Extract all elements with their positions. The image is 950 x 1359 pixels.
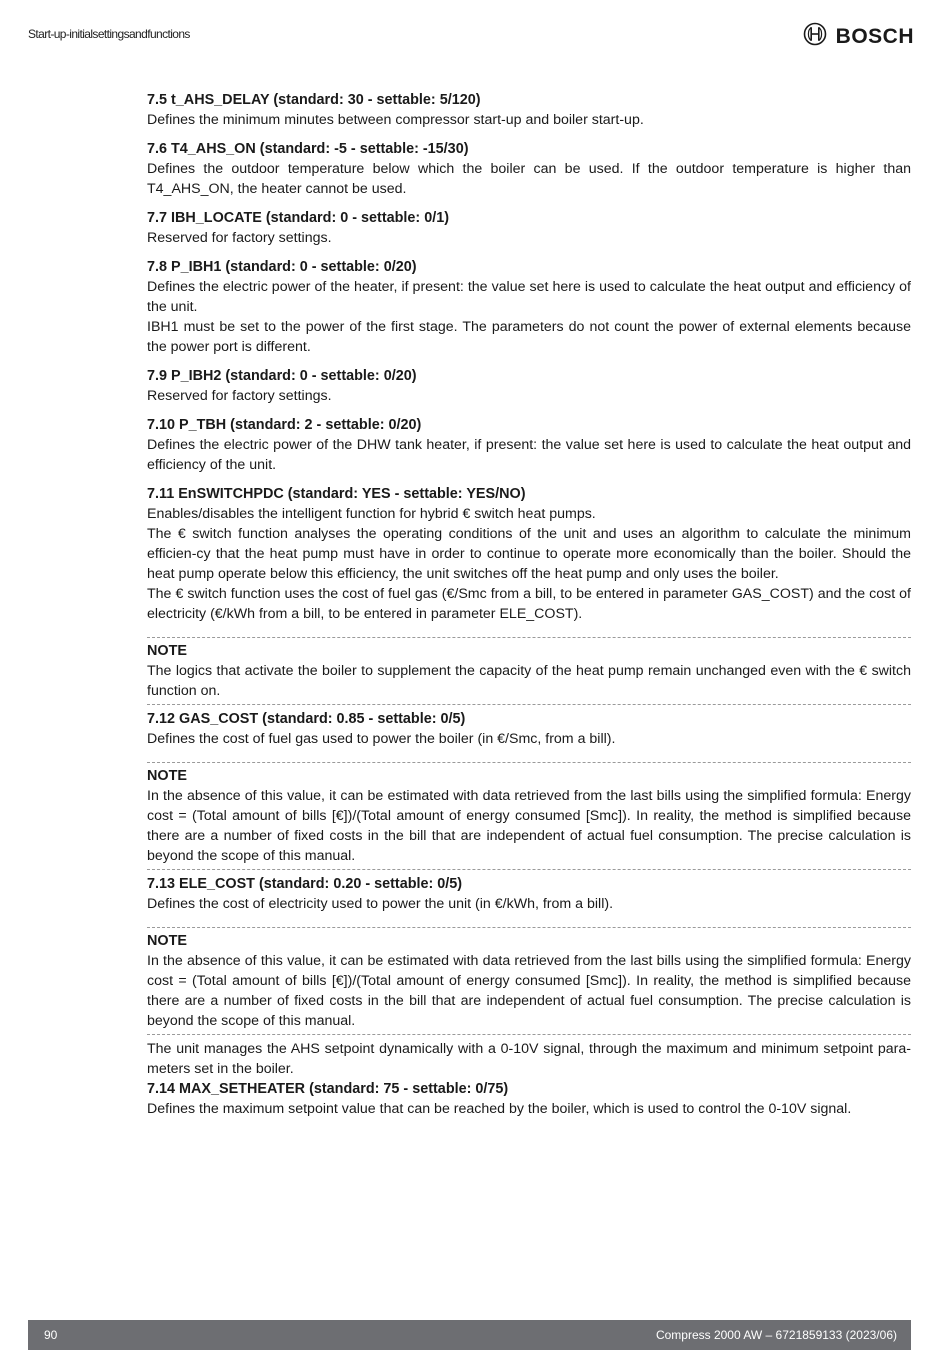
note-title: NOTE bbox=[147, 933, 187, 949]
main-content bbox=[147, 90, 911, 1128]
section-ibh-locate bbox=[147, 208, 911, 248]
section-p-ibh2 bbox=[147, 366, 911, 406]
section-heading: 7.8 P_IBH1 (standard: 0 - settable: 0/20) bbox=[147, 259, 417, 275]
brand-name: BOSCH bbox=[835, 24, 914, 48]
section-max-setheater bbox=[147, 1079, 911, 1119]
section-text: Defines the electric power of the DHW tank heater, if present: the value set here is used to calculate the heat output and efficiency of the unit. bbox=[147, 437, 911, 473]
note-text: The logics that activate the boiler to supplement the capacity of the heat pump remain unchanged even with the € switch function on. bbox=[147, 663, 911, 699]
section-text: Reserved for factory settings. bbox=[147, 388, 332, 404]
section-t4-ahs-on bbox=[147, 139, 911, 199]
section-ele-cost bbox=[147, 874, 911, 914]
section-heading: 7.9 P_IBH2 (standard: 0 - settable: 0/20) bbox=[147, 368, 417, 384]
section-t-ahs-delay bbox=[147, 90, 911, 130]
note-box bbox=[147, 637, 911, 705]
ahs-setpoint-text: The unit manages the AHS setpoint dynamically with a 0-10V signal, through the maximum and minimum setpoint para-meters set in the boiler. bbox=[147, 1041, 911, 1077]
section-text: Reserved for factory settings. bbox=[147, 230, 332, 246]
note-text: In the absence of this value, it can be estimated with data retrieved from the last bills using the simplified formula: Energy cost = (Total amount of bills [€])/(Total amount of energy consumed [Smc]). In reality, the method is simplified because there are a number of fixed costs in the bill that are independent of actual fuel consumption. The precise calculation is beyond the scope of this manual. bbox=[147, 788, 911, 864]
section-heading: 7.14 MAX_SETHEATER (standard: 75 - settable: 0/75) bbox=[147, 1081, 509, 1097]
section-gas-cost bbox=[147, 709, 911, 749]
page-footer bbox=[28, 1320, 911, 1350]
note-box bbox=[147, 762, 911, 870]
section-heading: 7.13 ELE_COST (standard: 0.20 - settable: 0/5) bbox=[147, 876, 463, 892]
note-box bbox=[147, 927, 911, 1035]
section-heading: 7.10 P_TBH (standard: 2 - settable: 0/20) bbox=[147, 417, 422, 433]
section-text: Defines the cost of fuel gas used to power the boiler (in €/Smc, from a bill). bbox=[147, 731, 616, 747]
section-p-ibh1 bbox=[147, 257, 911, 357]
note-title: NOTE bbox=[147, 643, 187, 659]
section-heading: 7.5 t_AHS_DELAY (standard: 30 - settable: 5/120) bbox=[147, 92, 481, 108]
section-text: IBH1 must be set to the power of the first stage. The parameters do not count the power of external elements because the power port is different. bbox=[147, 319, 911, 355]
section-text: The € switch function analyses the operating conditions of the unit and uses an algorithm to calculate the minimum efficien-cy that the heat pump must have in order to continue to operate more economically than the boiler. Should the heat pump operate below this efficiency, the unit switches off the heat pump and only uses the boiler. bbox=[147, 526, 911, 582]
section-heading: 7.11 EnSWITCHPDC (standard: YES - settable: YES/NO) bbox=[147, 486, 526, 502]
document-info: Compress 2000 AW – 6721859133 (2023/06) bbox=[655, 1328, 897, 1342]
section-text: Enables/disables the intelligent function for hybrid € switch heat pumps. bbox=[147, 506, 596, 522]
note-title: NOTE bbox=[147, 768, 187, 784]
section-heading: 7.6 T4_AHS_ON (standard: -5 - settable: -15/30) bbox=[147, 141, 469, 157]
running-header: Start-up-initialsettingsandfunctions bbox=[28, 27, 190, 41]
brand-logo bbox=[803, 22, 914, 51]
section-text: The € switch function uses the cost of fuel gas (€/Smc from a bill, to be entered in parameter GAS_COST) and the cost of electricity (€/kWh from a bill, to be entered in parameter ELE_COST). bbox=[147, 586, 911, 622]
section-text: Defines the electric power of the heater, if present: the value set here is used to calculate the heat output and efficiency of the unit. bbox=[147, 279, 911, 315]
section-p-tbh bbox=[147, 415, 911, 475]
page-number: 90 bbox=[44, 1328, 58, 1342]
bosch-armature-icon bbox=[803, 22, 827, 51]
section-text: Defines the minimum minutes between compressor start-up and boiler start-up. bbox=[147, 112, 644, 128]
note-text: In the absence of this value, it can be estimated with data retrieved from the last bills using the simplified formula: Energy cost = (Total amount of bills [€])/(Total amount of energy consumed [Smc]). In reality, the method is simplified because there are a number of fixed costs in the bill that are independent of actual fuel consumption. The precise calculation is beyond the scope of this manual. bbox=[147, 953, 911, 1029]
section-text: Defines the outdoor temperature below which the boiler can be used. If the outdoor temperature is higher than T4_AHS_ON, the heater cannot be used. bbox=[147, 161, 911, 197]
section-enswitchpdc bbox=[147, 484, 911, 624]
section-text: Defines the cost of electricity used to power the unit (in €/kWh, from a bill). bbox=[147, 896, 614, 912]
section-text: Defines the maximum setpoint value that can be reached by the boiler, which is used to control the 0-10V signal. bbox=[147, 1101, 852, 1117]
section-heading: 7.7 IBH_LOCATE (standard: 0 - settable: 0/1) bbox=[147, 210, 449, 226]
section-heading: 7.12 GAS_COST (standard: 0.85 - settable: 0/5) bbox=[147, 711, 466, 727]
